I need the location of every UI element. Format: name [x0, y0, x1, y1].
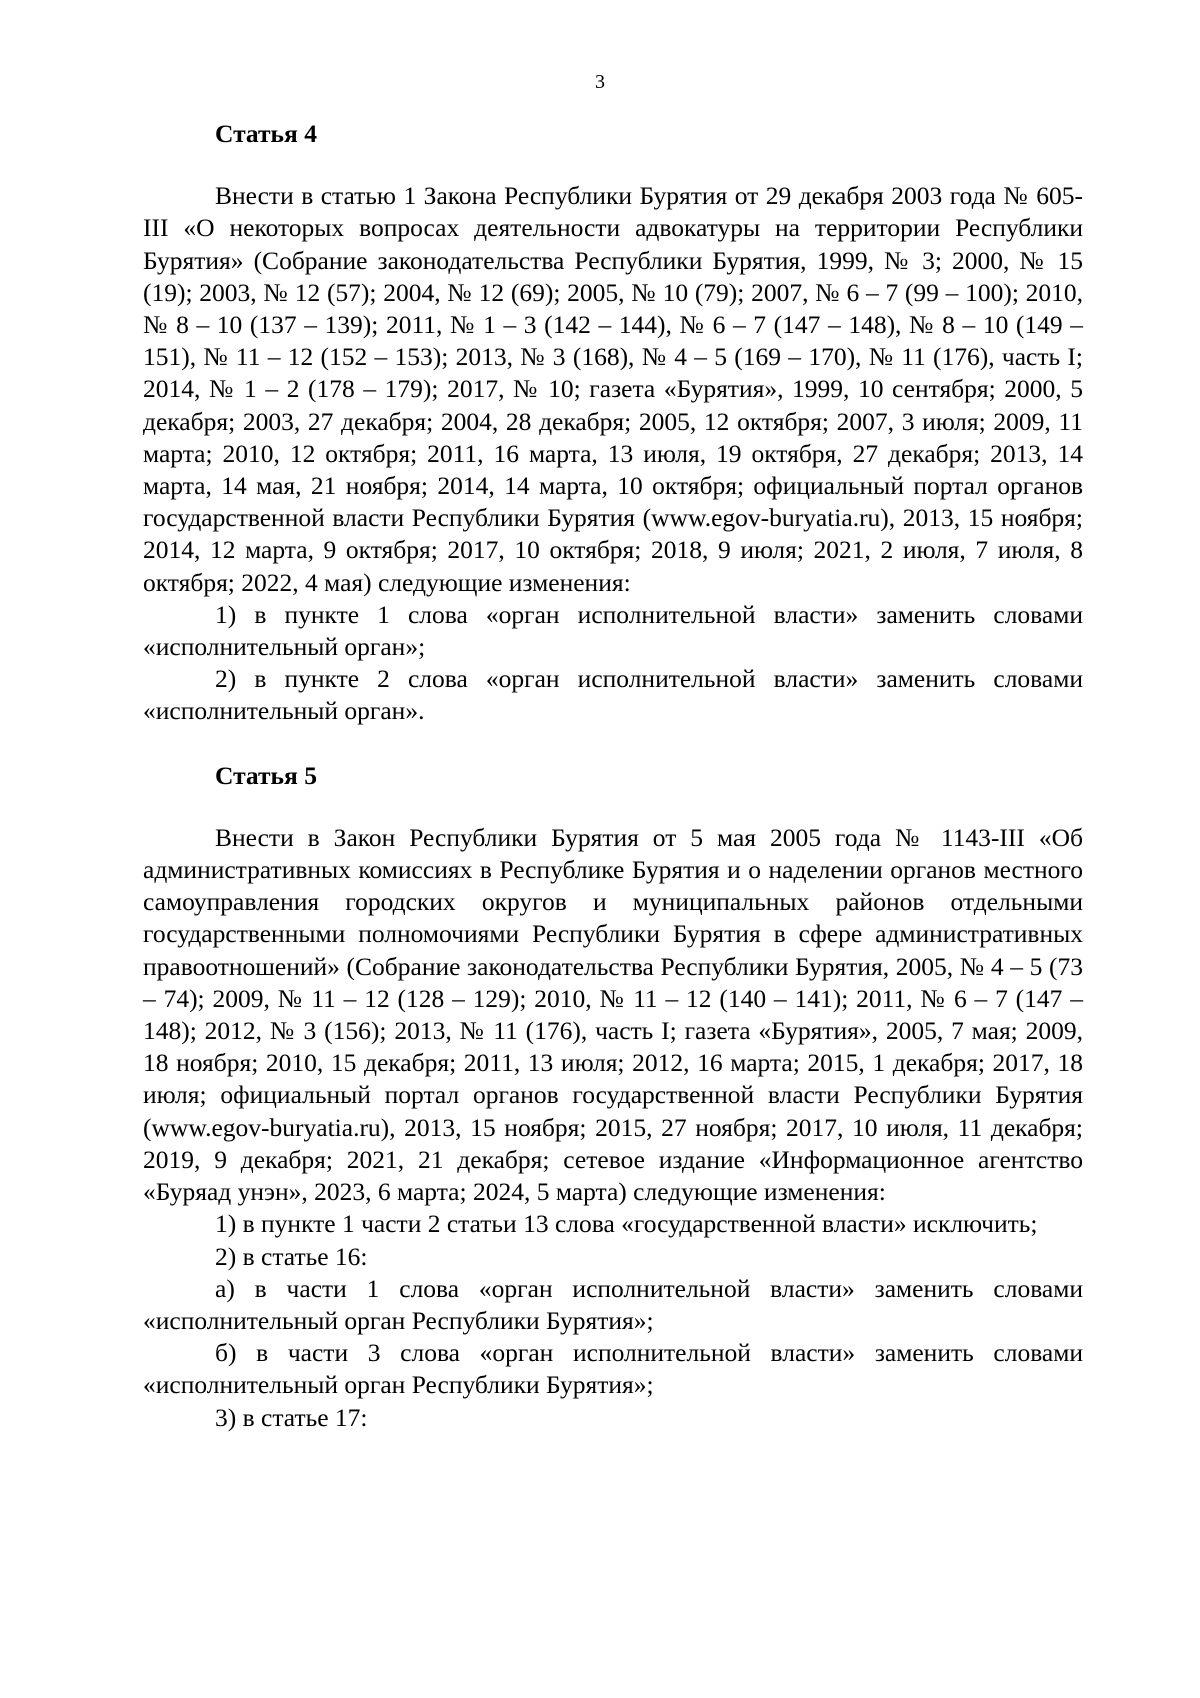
article-4-intro-paragraph: Внести в статью 1 Закона Республики Бурятия от 29 декабря 2003 года № 605-III «О некоторых вопросах деятельности адвокатуры на территории Республики Бурятия» (Собрание законодательства Республики Бурятия, 1999, № 3; 2000, № 15 (19); 2003, № 12 (57); 2004, № 12 (69); 2005, № 10 (79); 2007, № 6 – 7 (99 – 100); 2010, № 8 – 10 (137 – 139); 2011, № 1 – 3 (142 – 144), № 6 – 7 (147 – 148), № 8 – 10 (149 – 151), № 11 – 12 (152 – 153); 2013, № 3 (168), № 4 – 5 (169 – 170), № 11 (176), часть I; 2014, № 1 – 2 (178 – 179); 2017, № 10; газета «Бурятия», 1999, 10 сентября; 2000, 5 декабря; 2003, 27 декабря; 2004, 28 декабря; 2005, 12 октября; 2007, 3 июля; 2009, 11 марта; 2010, 12 октября; 2011, 16 марта, 13 июля, 19 октября, 27 декабря; 2013, 14 марта, 14 мая, 21 ноября; 2014, 14 марта, 10 октября; официальный портал органов государственной власти Республики Бурятия (www.egov-buryatia.ru), 2013, 15 ноября; 2014, 12 марта, 9 октября; 2017, 10 октября; 2018, 9 июля; 2021, 2 июля, 7 июля, 8 октября; 2022, 4 мая) следующие изменения: [143, 181, 1083, 597]
article-4-heading: Статья 4 [215, 119, 317, 148]
article-4-item-1: 1) в пункте 1 слова «орган исполнительной власти» заменить словами «исполнительный орган»; [143, 599, 1083, 662]
article-4-item-2: 2) в пункте 2 слова «орган исполнительной власти» заменить словами «исполнительный орган». [143, 664, 1083, 726]
page-number: 3 [595, 71, 605, 93]
article-4 [143, 118, 1083, 728]
article-5-item-2: 2) в статье 16: [215, 1241, 368, 1271]
article-5-item-2b: б) в части 3 слова «орган исполнительной власти» заменить словами «исполнительный орган Республики Бурятия»; [143, 1338, 1083, 1400]
article-5-intro-paragraph: Внести в Закон Республики Бурятия от 5 мая 2005 года № 1143-III «Об административных комиссиях в Республике Бурятия и о наделении органов местного самоуправления городских округов и муниципальных районов отдельными государственными полномочиями Республики Бурятия в сфере административных правоотношений» (Собрание законодательства Республики Бурятия, 2005, № 4 – 5 (73 – 74); 2009, № 11 – 12 (128 – 129); 2010, № 11 – 12 (140 – 141); 2011, № 6 – 7 (147 – 148); 2012, № 3 (156); 2013, № 11 (176), часть I; газета «Бурятия», 2005, 7 мая; 2009, 18 ноября; 2010, 15 декабря; 2011, 13 июля; 2012, 16 марта; 2015, 1 декабря; 2017, 18 июля; официальный портал органов государственной власти Республики Бурятия (www.egov-buryatia.ru), 2013, 15 ноября; 2015, 27 ноября; 2017, 10 июля, 11 декабря; 2019, 9 декабря; 2021, 21 декабря; сетевое издание «Информационное агентство «Буряад унэн», 2023, 6 марта; 2024, 5 марта) следующие изменения: [143, 822, 1083, 1207]
document-body [143, 118, 1083, 1434]
article-5-item-3: 3) в статье 17: [215, 1402, 368, 1432]
article-5-item-1: 1) в пункте 1 части 2 статьи 13 слова «государственной власти» исключить; [215, 1209, 1038, 1239]
article-5-heading: Статья 5 [215, 760, 317, 790]
article-5 [143, 760, 1083, 1434]
article-5-item-2a: а) в части 1 слова «орган исполнительной власти» заменить словами «исполнительный орган Республики Бурятия»; [143, 1273, 1083, 1335]
